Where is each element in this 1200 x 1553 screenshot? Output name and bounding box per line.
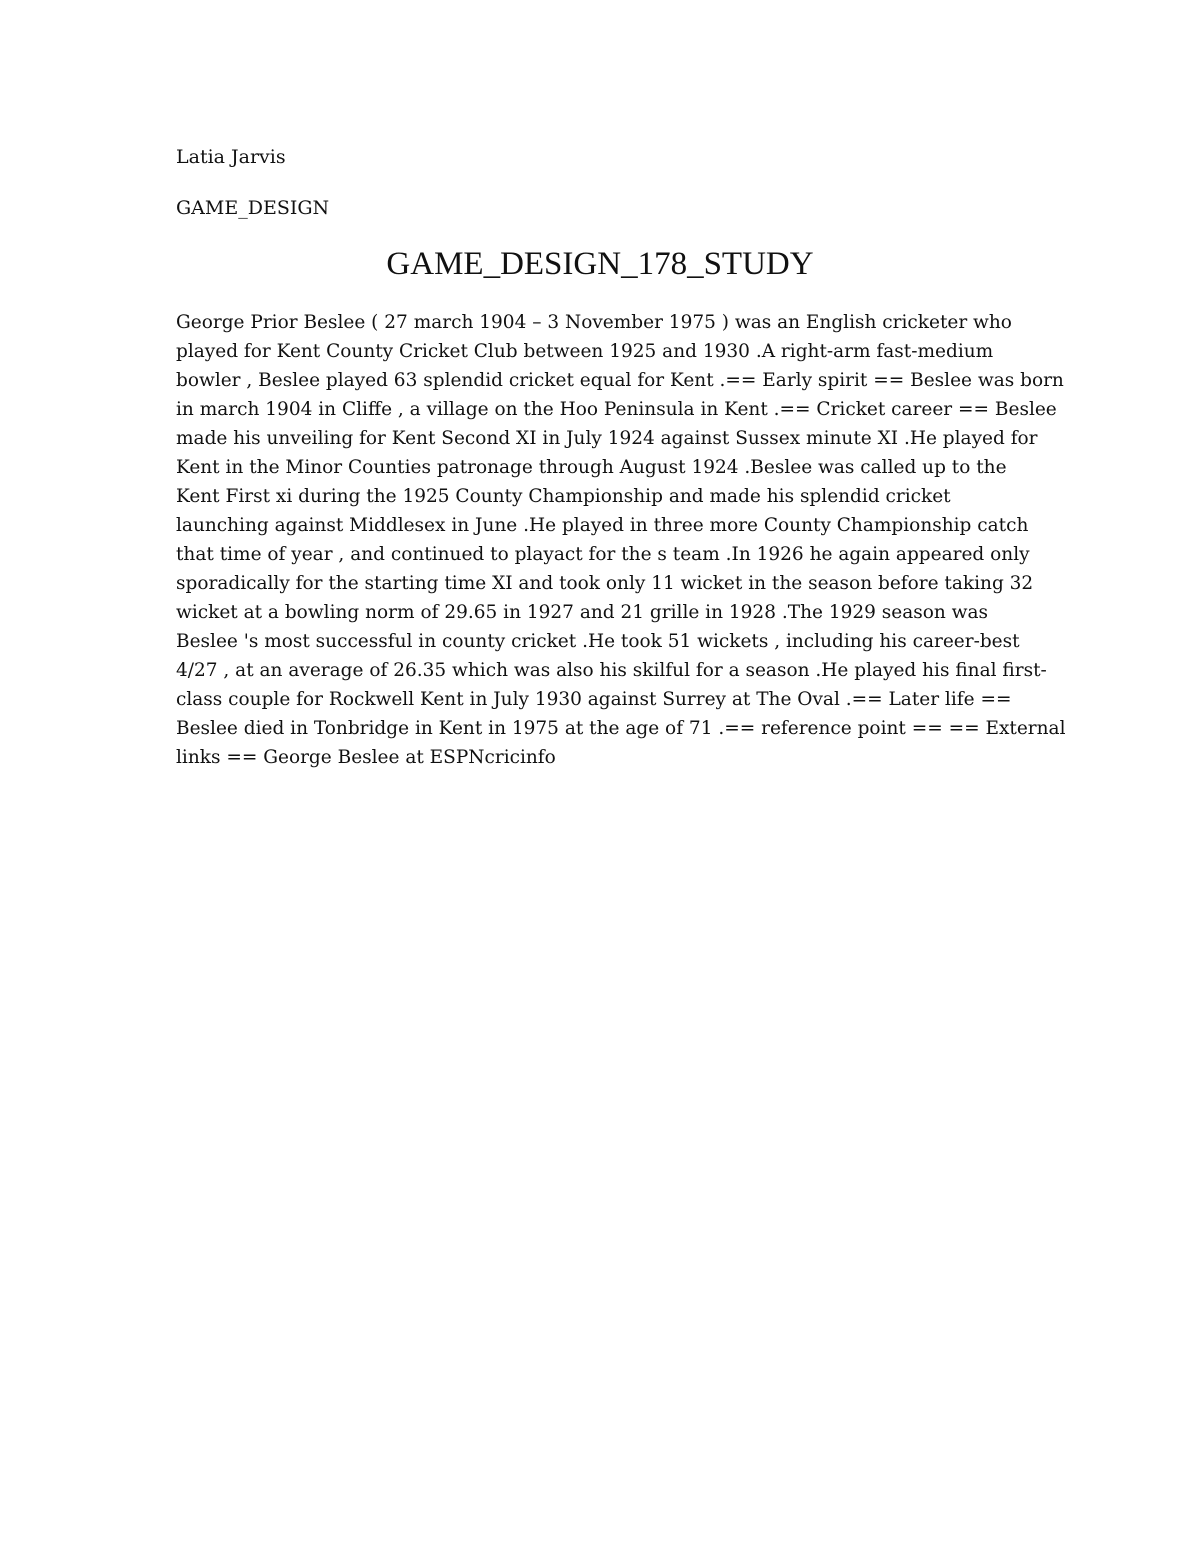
body-line: George Prior Beslee ( 27 march 1904 – 3 November 1975 ) was an English cricketer who: [176, 312, 1012, 333]
body-paragraph: [176, 308, 1066, 772]
body-line: launching against Middlesex in June .He played in three more County Championship catch: [176, 515, 1029, 536]
body-line: class couple for Rockwell Kent in July 1930 against Surrey at The Oval .== Later life ==: [176, 689, 1012, 710]
body-line: sporadically for the starting time XI and took only 11 wicket in the season before taking 32: [176, 573, 1034, 594]
body-line: Beslee 's most successful in county cricket .He took 51 wickets , including his career-best: [176, 631, 1020, 652]
body-line: Kent in the Minor Counties patronage through August 1924 .Beslee was called up to the: [176, 457, 1007, 478]
body-line: wicket at a bowling norm of 29.65 in 1927 and 21 grille in 1928 .The 1929 season was: [176, 602, 989, 623]
body-line: bowler , Beslee played 63 splendid cricket equal for Kent .== Early spirit == Beslee was born: [176, 370, 1064, 391]
course-name: GAME_DESIGN: [176, 197, 330, 219]
body-line: Kent First xi during the 1925 County Championship and made his splendid cricket: [176, 486, 951, 507]
author-name: Latia Jarvis: [176, 146, 286, 168]
body-line: 4/27 , at an average of 26.35 which was also his skilful for a season .He played his final first-: [176, 660, 1047, 681]
body-line: Beslee died in Tonbridge in Kent in 1975 at the age of 71 .== reference point == == External: [176, 718, 1066, 739]
body-line: made his unveiling for Kent Second XI in July 1924 against Sussex minute XI .He played for: [176, 428, 1038, 449]
body-line: links == George Beslee at ESPNcricinfo: [176, 747, 556, 768]
document-title: GAME_DESIGN_178_STUDY: [386, 246, 814, 282]
body-line: in march 1904 in Cliffe , a village on the Hoo Peninsula in Kent .== Cricket career == Beslee: [176, 399, 1057, 420]
body-line: that time of year , and continued to playact for the s team .In 1926 he again appeared only: [176, 544, 1030, 565]
body-line: played for Kent County Cricket Club between 1925 and 1930 .A right-arm fast-medium: [176, 341, 994, 362]
